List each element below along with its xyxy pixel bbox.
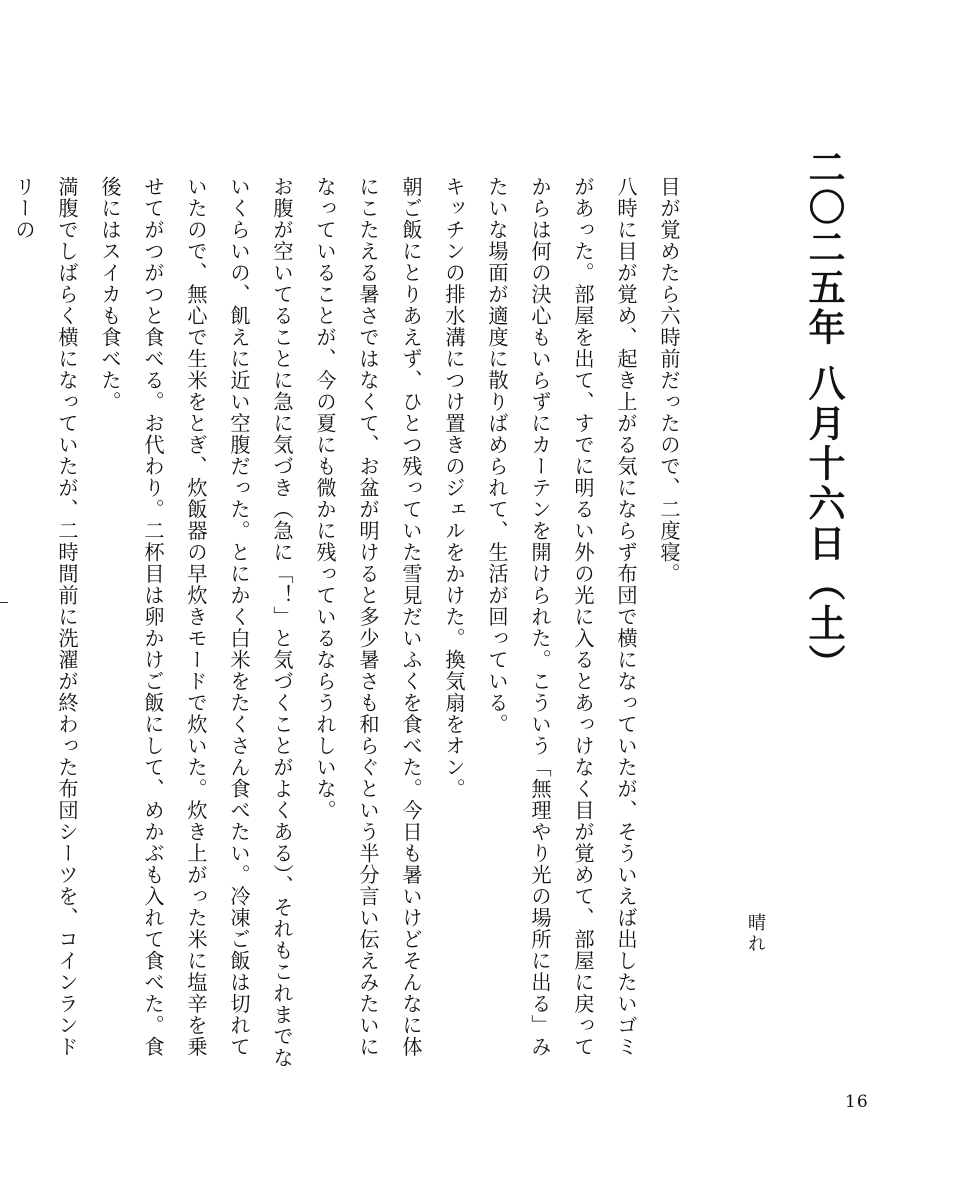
- weather-label: 晴れ: [745, 913, 766, 955]
- paragraph: 満腹でしばらく横になっていたが、二時間前に洗濯が終わった布団シーツを、コインランドリーの: [12, 176, 79, 1058]
- paragraph: 八時に目が覚め、起き上がる気にならず布団で横になっていたが、そういえば出したいゴミがあった。部屋を出て、すでに明るい外の光に入るとあっけなく目が覚めて、部屋に戻ってからは何の決心もいらずにカーテンを開けられた。こういう「無理やり光の場所に出る」みたいな場面が適度に散りばめられて、生活が回っている。: [485, 176, 638, 1058]
- paragraph: お腹が空いてることに急に気づき（急に「！」と気づくことがよくある）、それもこれまでないくらいの、飢えに近い空腹だった。とにかく白米をたくさん食べたい。冷凍ご飯は切れていたので、無心で生米をとぎ、炊飯器の早炊きモードで炊いた。炊き上がった米に塩辛を乗せてがつがつと食べる。お代わり。二杯目は卵かけご飯にして、めかぶも入れて食べた。食後にはスイカも食べた。: [98, 176, 294, 1069]
- paragraph: 朝ご飯にとりあえず、ひとつ残っていた雪見だいふくを食べた。今日も暑いけどそんなに体にこたえる暑さではなくて、お盆が明けると多少暑さも和らぐという半分言い伝えみたいになっていることが、今の夏にも微かに残っているならうれしいな。: [313, 176, 423, 1058]
- paragraph: 目が覚めたら六時前だったので、二度寝。: [657, 176, 681, 585]
- entry-date-heading: 二〇二五年 八月十六日（土）: [802, 148, 845, 684]
- crop-mark: [0, 602, 8, 603]
- page-number: 16: [845, 1092, 869, 1112]
- paragraph: キッチンの排水溝につけ置きのジェルをかけた。換気扇をオン。: [442, 176, 466, 800]
- diary-body: [12, 176, 690, 1076]
